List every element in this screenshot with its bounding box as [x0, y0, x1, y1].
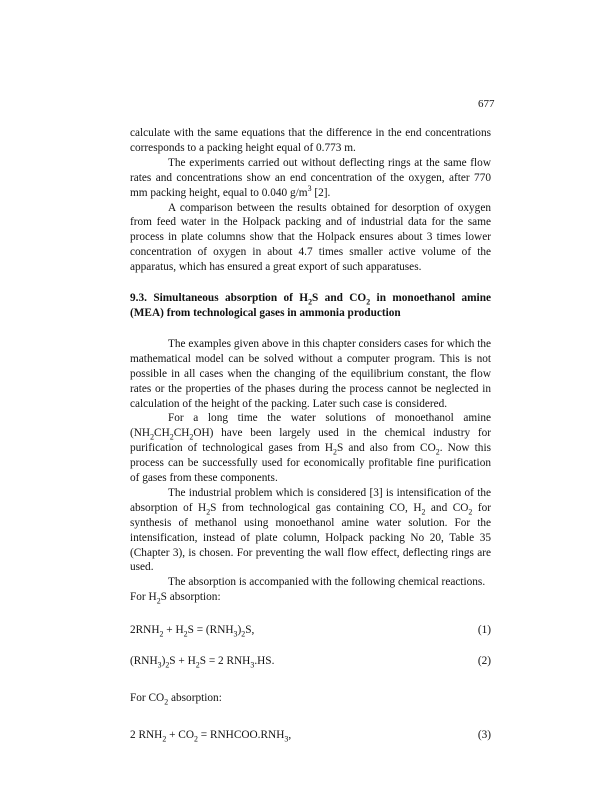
label-co2-absorption: For $CO_2$ absorption:: [130, 692, 222, 707]
paragraph-1: calculate with the same equations that the difference in the end concentrations corresponds to a packing height equal of 0.773 m.: [130, 127, 491, 154]
equation-3: [130, 728, 491, 743]
equation-2: [130, 654, 491, 669]
paragraph-4: The examples given above in this chapter considers cases for which the mathematical model can be solved without a computer program. This is not possible in all cases when the changing of the equilibrium constant, the flow rates or the properties of the phases during the process cannot be neglected in calculation of the height of the packing. Later such case is considered.: [130, 337, 491, 410]
equation-2-formula: $(RNH_3)_2S + H_2S = 2$ $RNH_3.HS$.: [130, 655, 275, 670]
equation-1: [130, 623, 491, 638]
section-heading: 9.3. Simultaneous absorption of $H_2S$ and $CO_2$ in monoethanol amine (MEA) from technological gases in ammonia production: [130, 292, 491, 319]
page-number: 677: [478, 98, 495, 110]
paragraph-6: The industrial problem which is considered [3] is intensification of the absorption of $H_2S$ from technological gas containing CO, $H_2$ and $CO_2$ for synthesis of methanol using monoethanol amine water solution. For the intensification, instead of plate column, Holpack packing No 20, Table 35 (Chapter 3), is chosen. For preventing the wall flow effect, deflecting rings are used.: [130, 486, 492, 574]
equation-3-formula: 2 $RNH_2 + CO_2$ = $RNHCOO.RNH_3$,: [130, 728, 292, 744]
equation-1-number: (1): [477, 624, 491, 637]
page-body: [130, 126, 491, 743]
paragraph-3: A comparison between the results obtained for desorption of oxygen from feed water in the Holpack packing and of industrial data for the same process in plate columns show that the Holpack ensures about 3 times lower concentration of oxygen in about 4.7 times smaller active volume of the apparatus, which has ensured a great export of such apparatuses.: [130, 201, 491, 274]
paragraph-2: The experiments carried out without deflecting rings at the same flow rates and concentrations show an end concentration of the oxygen, after 770 mm packing height, equal to 0.040 $g/m^3$ [2].: [130, 156, 491, 199]
equation-3-number: (3): [477, 728, 491, 741]
equation-1-formula: $2RNH_2 + H_2S = (RNH_3)_2S$,: [130, 624, 255, 639]
label-h2s-absorption: For $H_2S$ absorption:: [130, 591, 221, 606]
paragraph-7: The absorption is accompanied with the following chemical reactions.: [168, 576, 486, 589]
paragraph-5: For a long time the water solutions of monoethanol amine $(NH_2CH_2CH_2OH)$ have been largely used in the chemical industry for purification of technological gases from $H_2S$ and also from $CO_2$. Now this process can be successfully used for economically profitable fine purification of gases from these components.: [130, 412, 491, 485]
equation-2-number: (2): [477, 655, 491, 668]
